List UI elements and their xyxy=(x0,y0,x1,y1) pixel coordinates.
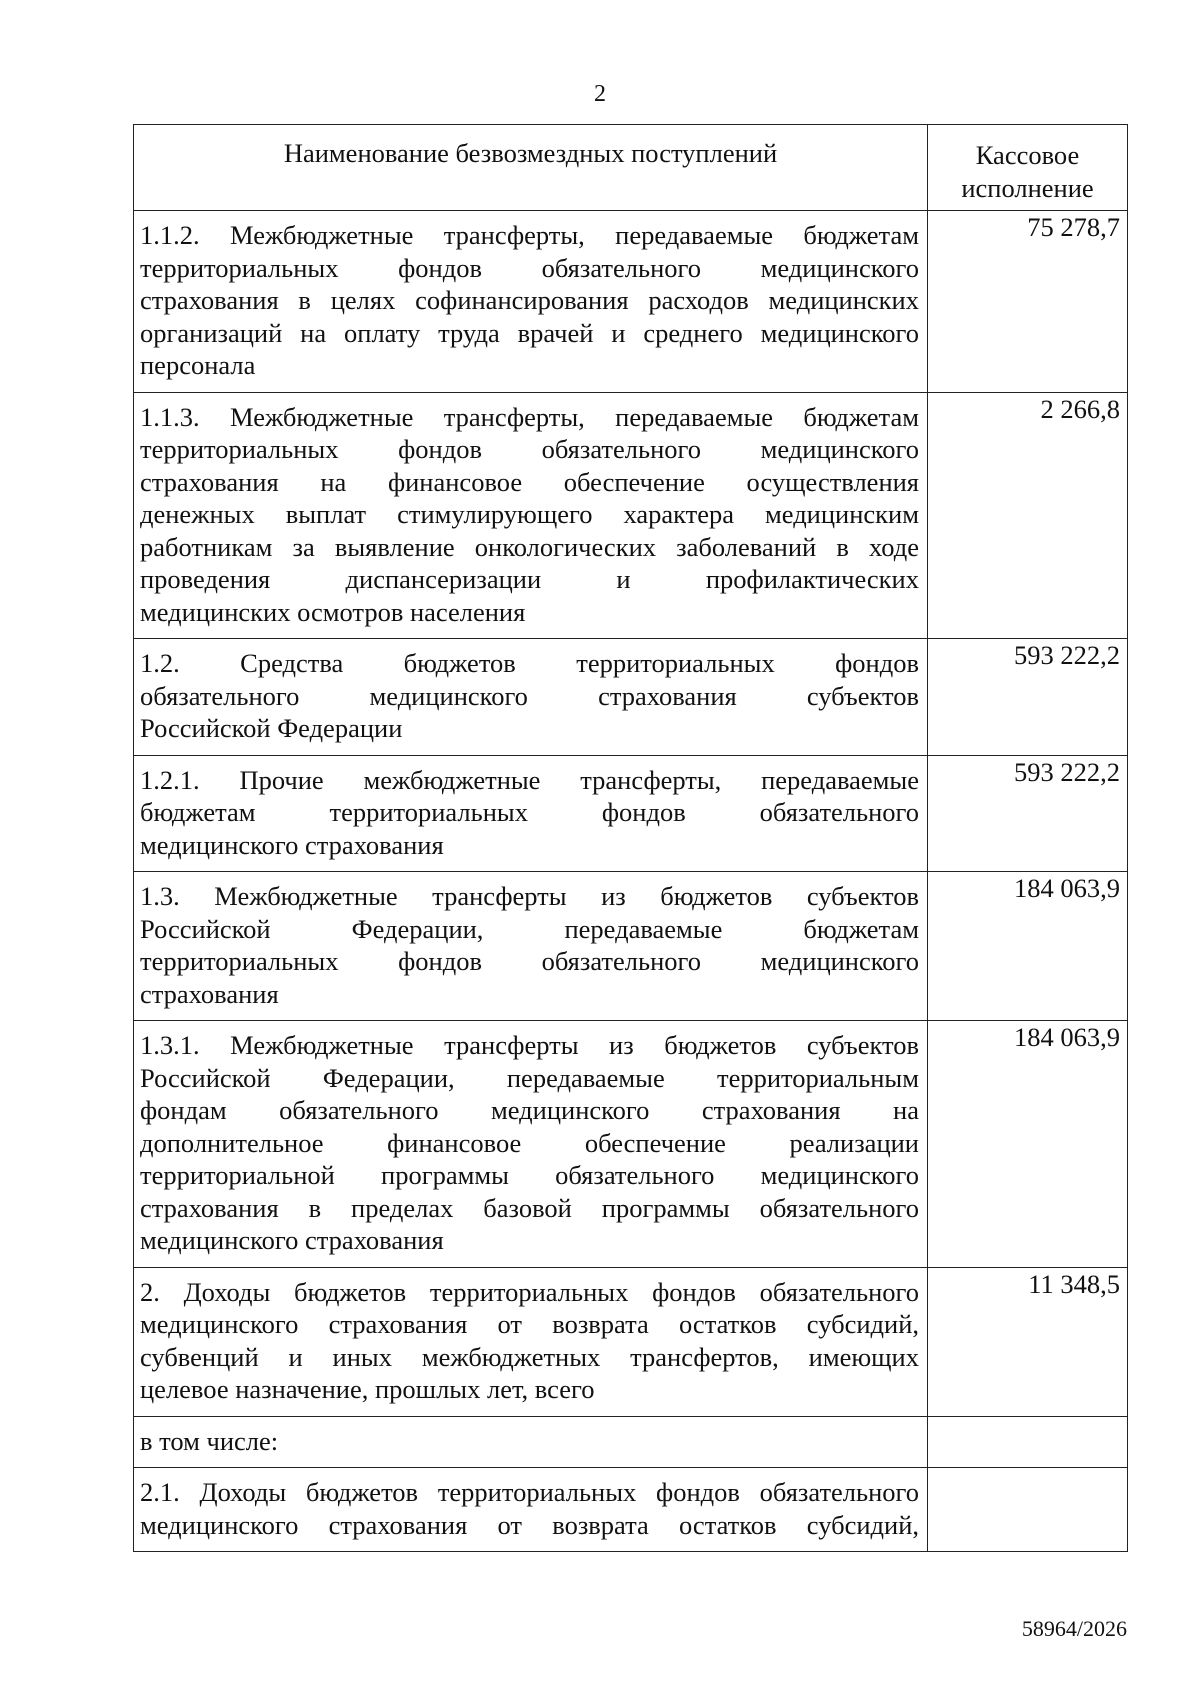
table-row xyxy=(134,211,1128,393)
row-description-line: бюджетам территориальных фондов обязательного xyxy=(140,797,919,827)
row-description xyxy=(134,1468,928,1552)
row-description-line: целевое назначение, прошлых лет, всего xyxy=(140,1374,595,1404)
row-description-line: в том числе: xyxy=(140,1425,279,1456)
row-cash-execution-value: 184 063,9 xyxy=(928,872,1128,1021)
table-header-row xyxy=(134,125,1128,211)
receipts-table xyxy=(133,124,1128,1552)
table-row xyxy=(134,639,1128,756)
row-description-line: обязательного медицинского страхования субъектов xyxy=(140,680,919,711)
row-description-line: фондам обязательного медицинского страхования на xyxy=(140,1095,919,1125)
row-description-line: страхования в целях софинансирования расходов медицинских xyxy=(140,285,919,315)
row-description-line: территориальных фондов обязательного медицинского xyxy=(140,434,919,464)
row-description-line: территориальной программы обязательного медицинского xyxy=(140,1160,919,1190)
row-description-line: 1.1.3. Межбюджетные трансферты, передаваемые бюджетам xyxy=(140,401,919,432)
row-description xyxy=(134,1416,928,1468)
row-description-line: 1.3. Межбюджетные трансферты из бюджетов субъектов xyxy=(140,881,919,911)
row-description xyxy=(134,211,928,393)
row-description-line: дополнительное финансовое обеспечение реализации xyxy=(140,1127,919,1158)
row-description-line: 1.2. Средства бюджетов территориальных фондов xyxy=(140,648,919,678)
table-row xyxy=(134,1468,1128,1552)
row-description-line: медицинских осмотров населения xyxy=(140,596,526,627)
column-header-value-line-2: исполнение xyxy=(961,172,1094,203)
column-header-name: Наименование безвозмездных поступлений xyxy=(134,125,928,211)
row-description xyxy=(134,872,928,1021)
column-header-value xyxy=(928,125,1128,211)
row-cash-execution-value: 75 278,7 xyxy=(928,211,1128,393)
table-row xyxy=(134,872,1128,1021)
row-description xyxy=(134,1267,928,1416)
page-number: 2 xyxy=(594,81,606,107)
row-cash-execution-value: 2 266,8 xyxy=(928,392,1128,639)
row-description-line: проведения диспансеризации и профилактических xyxy=(140,564,919,594)
table-body xyxy=(134,211,1128,1552)
row-description xyxy=(134,1021,928,1268)
row-description-line: страхования в пределах базовой программы обязательного xyxy=(140,1192,919,1223)
table-row xyxy=(134,392,1128,639)
row-description-line: медицинского страхования от возврата остатков субсидий, xyxy=(140,1309,919,1339)
row-description-line: Российской Федерации, передаваемые территориальным xyxy=(140,1062,919,1093)
row-description-line: медицинского страхования от возврата остатков субсидий, xyxy=(140,1509,919,1540)
row-description-line: 2. Доходы бюджетов территориальных фондов обязательного xyxy=(140,1276,919,1307)
table-row xyxy=(134,1021,1128,1268)
row-description xyxy=(134,755,928,872)
row-cash-execution-value xyxy=(928,1416,1128,1468)
row-description-line: субвенций и иных межбюджетных трансфертов, имеющих xyxy=(140,1341,919,1372)
row-description-line: Российской Федерации xyxy=(140,713,403,743)
row-description-line: Российской Федерации, передаваемые бюджетам xyxy=(140,913,919,944)
document-id: 58964/2026 xyxy=(1021,1616,1127,1641)
row-description-line: медицинского страхования xyxy=(140,829,444,860)
row-description-line: территориальных фондов обязательного медицинского xyxy=(140,946,919,976)
column-header-value-line-1: Кассовое xyxy=(975,140,1080,170)
row-description-line: 1.3.1. Межбюджетные трансферты из бюджетов субъектов xyxy=(140,1030,919,1060)
table-row xyxy=(134,1416,1128,1468)
row-cash-execution-value: 593 222,2 xyxy=(928,639,1128,756)
table-row xyxy=(134,755,1128,872)
row-cash-execution-value: 593 222,2 xyxy=(928,755,1128,872)
row-description xyxy=(134,639,928,756)
row-description-line: 1.1.2. Межбюджетные трансферты, передаваемые бюджетам xyxy=(140,220,919,250)
row-description-line: денежных выплат стимулирующего характера медицинским xyxy=(140,499,919,529)
row-description-line: персонала xyxy=(140,350,256,380)
row-description-line: 2.1. Доходы бюджетов территориальных фондов обязательного xyxy=(140,1477,919,1507)
row-description-line: страхования xyxy=(140,978,279,1009)
row-description xyxy=(134,392,928,639)
row-description-line: медицинского страхования xyxy=(140,1225,444,1255)
row-description-line: работникам за выявление онкологических заболеваний в ходе xyxy=(140,531,919,562)
table-row xyxy=(134,1267,1128,1416)
row-description-line: 1.2.1. Прочие межбюджетные трансферты, передаваемые xyxy=(140,764,919,795)
row-cash-execution-value: 11 348,5 xyxy=(928,1267,1128,1416)
row-description-line: организаций на оплату труда врачей и среднего медицинского xyxy=(140,317,919,348)
row-description-line: территориальных фондов обязательного медицинского xyxy=(140,252,919,283)
row-cash-execution-value xyxy=(928,1468,1128,1552)
row-description-line: страхования на финансовое обеспечение осуществления xyxy=(140,466,919,497)
row-cash-execution-value: 184 063,9 xyxy=(928,1021,1128,1268)
